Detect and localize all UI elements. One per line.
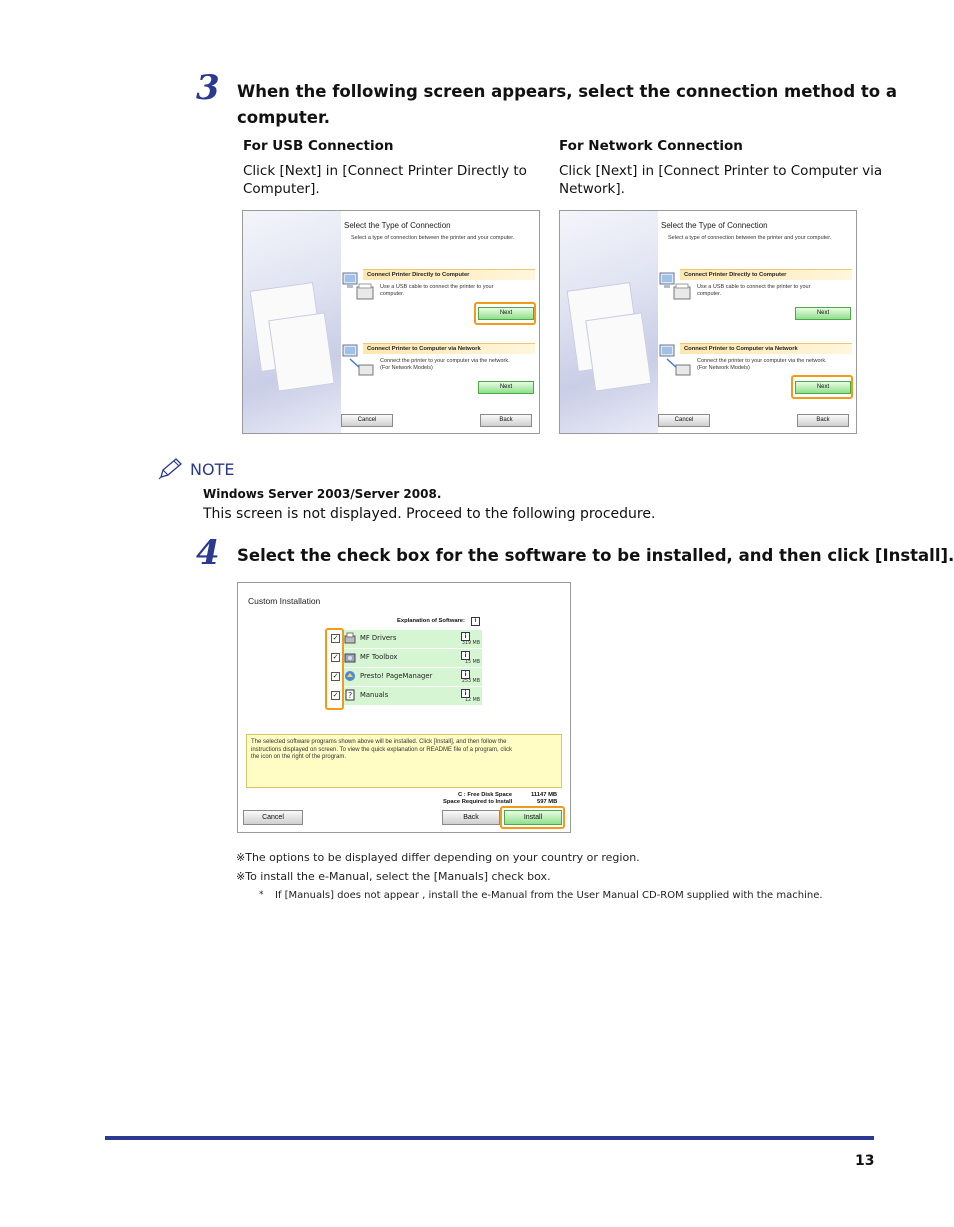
explanation-info-icon[interactable]: i: [471, 617, 480, 626]
software-size: 12 MB: [464, 698, 480, 703]
option-network-title: Connect Printer to Computer via Network: [367, 346, 481, 352]
next-button-direct[interactable]: Next: [795, 307, 851, 320]
usb-heading: For USB Connection: [243, 138, 394, 154]
dialog-title: Select the Type of Connection: [661, 221, 768, 230]
checkbox-presto-pagemanager[interactable]: ✓: [332, 672, 339, 680]
free-disk-value: 11147 MB: [531, 792, 558, 798]
software-size: 253 MB: [461, 679, 480, 684]
footnote-text: The options to be displayed differ depending on your country or region.: [245, 851, 640, 864]
software-name: Manuals: [360, 691, 389, 699]
cancel-button[interactable]: Cancel: [243, 810, 303, 825]
option-direct-title: Connect Printer Directly to Computer: [684, 272, 787, 278]
info-icon[interactable]: i: [461, 632, 470, 641]
option-direct-desc-line2: computer.: [697, 291, 722, 297]
back-button[interactable]: Back: [797, 414, 849, 427]
page-number: 13: [855, 1153, 875, 1169]
next-button-direct[interactable]: Next: [478, 307, 534, 320]
svg-text:?: ?: [348, 691, 353, 700]
info-icon[interactable]: i: [461, 670, 470, 679]
step-3-title-line2: computer.: [237, 108, 330, 127]
info-text-line2: instructions displayed on screen. To view the quick explanation or README file of a program, click: [251, 746, 513, 753]
back-button[interactable]: Back: [442, 810, 500, 825]
option-network-title: Connect Printer to Computer via Network: [684, 346, 798, 352]
software-name: MF Drivers: [360, 634, 397, 642]
required-space-value: 597 MB: [537, 799, 558, 805]
footnote-2: [236, 870, 551, 883]
software-row: [332, 630, 482, 649]
info-text-line1: The selected software programs shown above will be installed. Click [Install], and then follow the: [251, 739, 507, 745]
manuals-icon: [344, 689, 356, 701]
next-button-network[interactable]: Next: [795, 381, 851, 394]
software-row: [332, 668, 482, 687]
highlight-next-direct: [474, 302, 536, 325]
free-disk-label: C : Free Disk Space: [458, 792, 513, 798]
usb-text-line2: Computer].: [243, 181, 320, 197]
network-text-line1: Click [Next] in [Connect Printer to Computer via: [559, 163, 883, 179]
cancel-button[interactable]: Cancel: [341, 414, 393, 427]
footnote-sub-mark: *: [259, 890, 264, 900]
option-direct-desc-line1: Use a USB cable to connect the printer to your: [380, 284, 494, 290]
mf-toolbox-icon: [344, 651, 356, 663]
highlight-install: [500, 806, 565, 829]
option-network-desc-line1: Connect the printer to your computer via the network.: [380, 358, 510, 364]
option-direct-desc-line2: computer.: [380, 291, 405, 297]
back-button[interactable]: Back: [480, 414, 532, 427]
option-network-desc-line1: Connect the printer to your computer via the network.: [697, 358, 827, 364]
dialog-title: Select the Type of Connection: [344, 221, 451, 230]
presto-pagemanager-icon: [344, 670, 356, 682]
checkbox-mf-toolbox[interactable]: ✓: [332, 653, 339, 661]
dialog-subtitle: Select a type of connection between the printer and your computer.: [668, 235, 832, 241]
option-network-desc-line2: (For Network Models): [380, 365, 433, 371]
checkbox-mf-drivers[interactable]: ✓: [332, 634, 339, 642]
info-icon[interactable]: i: [461, 651, 470, 660]
usb-connection-screenshot: [242, 210, 540, 434]
software-row: [332, 649, 482, 668]
software-size: 15 MB: [464, 660, 480, 665]
option-direct-title: Connect Printer Directly to Computer: [367, 272, 470, 278]
checkbox-manuals[interactable]: ✓: [332, 691, 339, 699]
note-label: NOTE: [190, 460, 235, 479]
cancel-button[interactable]: Cancel: [658, 414, 710, 427]
software-row: [332, 687, 482, 706]
dialog-subtitle: Select a type of connection between the printer and your computer.: [351, 235, 515, 241]
software-name: Presto! PageManager: [360, 672, 433, 680]
network-connection-screenshot: [559, 210, 857, 434]
usb-text-line1: Click [Next] in [Connect Printer Directly to: [243, 163, 527, 179]
info-box: [246, 734, 562, 788]
step-3-title-line1: When the following screen appears, select the connection method to a: [237, 82, 898, 101]
next-button-network[interactable]: Next: [478, 381, 534, 394]
footnote-mark: ※: [236, 851, 246, 864]
footnote-mark: ※: [236, 870, 246, 883]
step-4-number: 4: [196, 533, 220, 573]
info-icon[interactable]: i: [461, 689, 470, 698]
explanation-label: Explanation of Software:: [397, 618, 465, 624]
custom-installation-screenshot: [237, 582, 571, 833]
software-size: 319 MB: [461, 641, 480, 646]
option-network-desc-line2: (For Network Models): [697, 365, 750, 371]
footnote-sub-text: If [Manuals] does not appear , install the e-Manual from the User Manual CD-ROM supplied with the machine.: [275, 890, 823, 901]
highlight-checkboxes: [325, 628, 344, 710]
network-heading: For Network Connection: [559, 138, 743, 154]
pencil-icon: [157, 457, 185, 481]
footnote-text: To install the e-Manual, select the [Manuals] check box.: [245, 870, 551, 883]
footer-rule: [105, 1136, 874, 1140]
note-heading: Windows Server 2003/Server 2008.: [203, 487, 442, 501]
footnote-1: [236, 851, 640, 864]
info-text-line3: the icon on the right of the program.: [251, 754, 347, 760]
software-name: MF Toolbox: [360, 653, 398, 661]
network-text-line2: Network].: [559, 181, 625, 197]
required-space-label: Space Required to Install: [443, 799, 513, 805]
option-direct-desc-line1: Use a USB cable to connect the printer to your: [697, 284, 811, 290]
step-3-number: 3: [196, 68, 220, 108]
custom-install-title: Custom Installation: [248, 596, 321, 606]
install-button[interactable]: Install: [504, 810, 562, 825]
note-text: This screen is not displayed. Proceed to the following procedure.: [203, 506, 656, 522]
highlight-next-network: [791, 375, 853, 399]
mf-drivers-icon: [344, 632, 356, 644]
step-4-title: Select the check box for the software to be installed, and then click [Install].: [237, 546, 954, 565]
